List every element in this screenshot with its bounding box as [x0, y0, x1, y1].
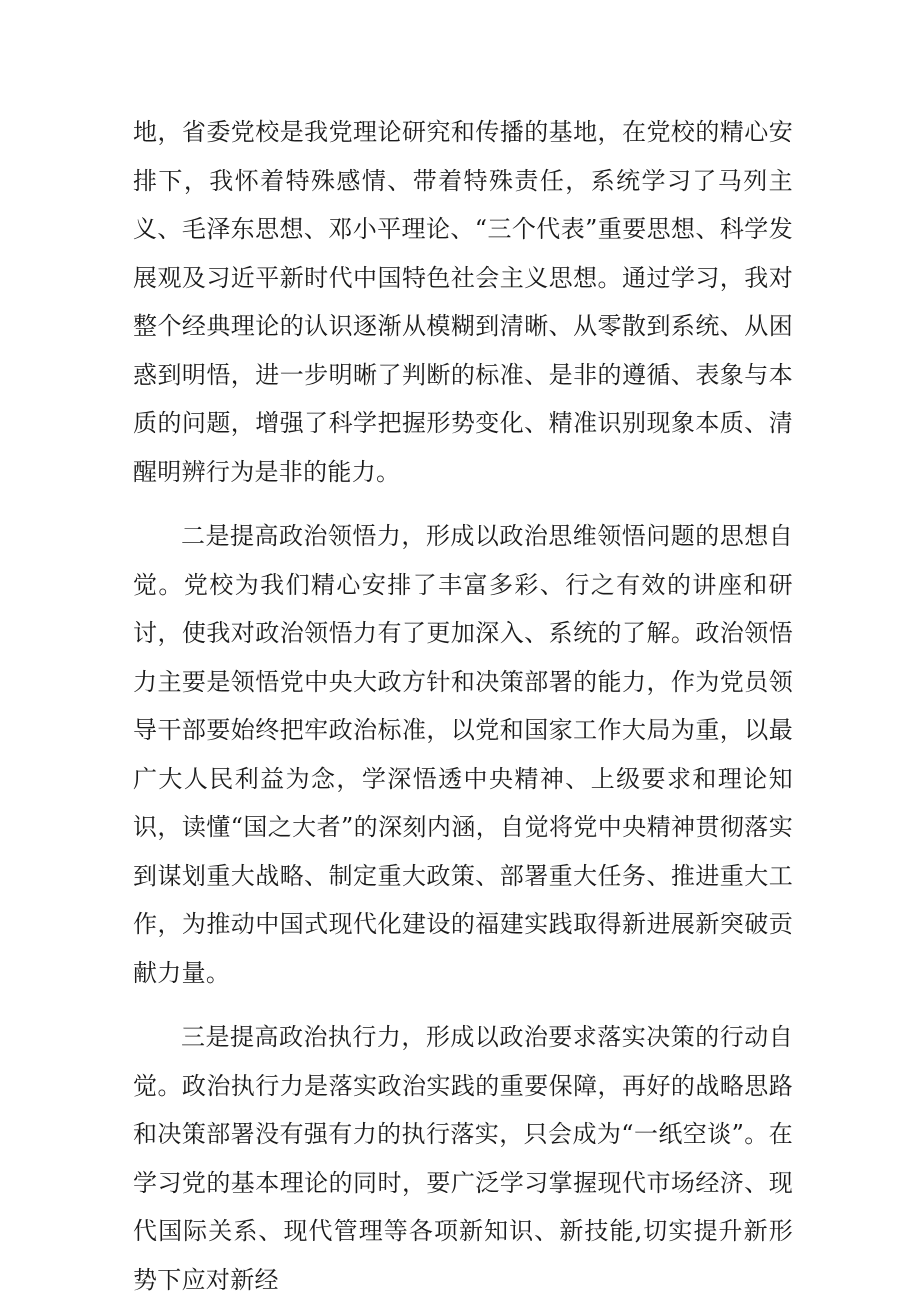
paragraph-continuation: 地，省委党校是我党理论研究和传播的基地，在党校的精心安排下，我怀着特殊感情、带着特殊责任，系统学习了马列主义、毛泽东思想、邓小平理论、“三个代表”重要思想、科学发展观及习近平新时代中国特色社会主义思想。通过学习，我对整个经典理论的认识逐渐从模糊到清晰、从零散到系统、从困惑到明悟，进一步明晰了判断的标准、是非的遵循、表象与本质的问题，增强了科学把握形势变化、精准识别现象本质、清醒明辨行为是非的能力。	[133, 118, 793, 486]
paragraph-political-comprehension: 二是提高政治领悟力，形成以政治思维领悟问题的思想自觉。党校为我们精心安排了丰富多彩、行之有效的讲座和研讨，使我对政治领悟力有了更加深入、系统的了解。政治领悟力主要是领悟党中央大政方针和决策部署的能力，作为党员领导干部要始终把牢政治标准，以党和国家工作大局为重，以最广大人民利益为念，学深悟透中央精神、上级要求和理论知识，读懂“国之大者”的深刻内涵，自觉将党中央精神贯彻落实到谋划重大战略、制定重大政策、部署重大任务、推进重大工作，为推动中国式现代化建设的福建实践取得新进展新突破贡献力量。	[133, 522, 793, 987]
paragraph-political-execution: 三是提高政治执行力，形成以政治要求落实决策的行动自觉。政治执行力是落实政治实践的重要保障，再好的战略思路和决策部署没有强有力的执行落实，只会成为“一纸空谈”。在学习党的基本理论的同时，要广泛学习掌握现代市场经济、现代国际关系、现代管理等各项新知识、新技能,切实提升新形势下应对新经	[133, 1023, 793, 1294]
document-body	[133, 108, 793, 1304]
